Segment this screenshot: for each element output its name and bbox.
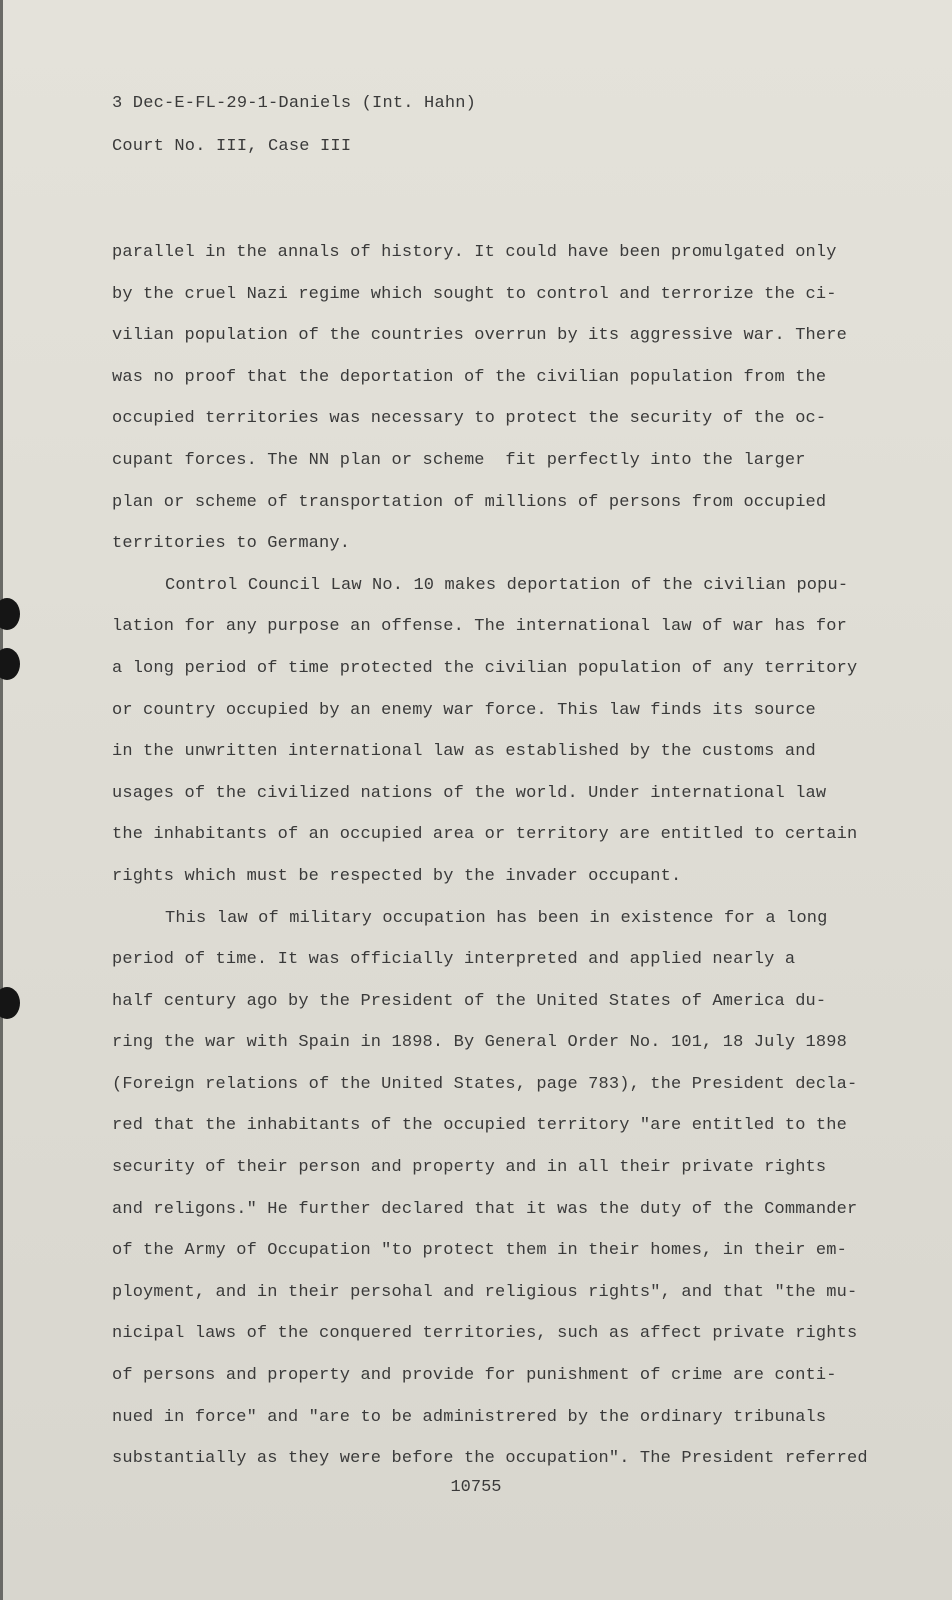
text-line: by the cruel Nazi regime which sought to control and terrorize the ci-: [112, 284, 837, 304]
text-line: rights which must be respected by the invader occupant.: [112, 866, 682, 886]
binder-hole-middle: [0, 648, 20, 680]
text-line: lation for any purpose an offense. The international law of war has for: [112, 617, 847, 637]
text-line: vilian population of the countries overrun by its aggressive war. There: [112, 326, 847, 346]
text-line: cupant forces. The NN plan or scheme fit perfectly into the larger: [112, 450, 806, 470]
text-line: parallel in the annals of history. It could have been promulgated only: [112, 243, 837, 262]
text-line: substantially as they were before the occupation". The President referred: [112, 1449, 868, 1469]
text-line: and religons." He further declared that it was the duty of the Commander: [112, 1199, 858, 1219]
text-line: red that the inhabitants of the occupied territory "are entitled to the: [112, 1116, 847, 1136]
text-line: of persons and property and provide for punishment of crime are conti-: [112, 1366, 837, 1386]
text-line: occupied territories was necessary to protect the security of the oc-: [112, 409, 827, 429]
text-line: a long period of time protected the civilian population of any territory: [112, 658, 858, 678]
text-line: usages of the civilized nations of the world. Under international law: [112, 783, 827, 803]
page-left-edge: [0, 0, 3, 1600]
document-body: [112, 232, 872, 1480]
text-line: security of their person and property and in all their private rights: [112, 1158, 827, 1178]
text-line: territories to Germany.: [112, 534, 351, 554]
text-line: the inhabitants of an occupied area or territory are entitled to certain: [112, 825, 858, 845]
text-line: plan or scheme of transportation of millions of persons from occupied: [112, 492, 827, 512]
text-line: ring the war with Spain in 1898. By General Order No. 101, 18 July 1898: [112, 1033, 847, 1053]
text-line: Control Council Law No. 10 makes deportation of the civilian popu-: [165, 575, 849, 595]
document-reference: 3 Dec-E-FL-29-1-Daniels (Int. Hahn): [112, 94, 477, 113]
text-line: nicipal laws of the conquered territories, such as affect private rights: [112, 1324, 858, 1344]
text-line: (Foreign relations of the United States, page 783), the President decla-: [112, 1074, 858, 1094]
binder-hole-bottom: [0, 987, 20, 1019]
text-line: ployment, and in their persohal and religious rights", and that "the mu-: [112, 1282, 858, 1302]
binder-hole-top: [0, 598, 20, 630]
text-line: This law of military occupation has been in existence for a long: [165, 908, 828, 928]
text-line: half century ago by the President of the United States of America du-: [112, 991, 827, 1011]
text-line: period of time. It was officially interpreted and applied nearly a: [112, 950, 796, 970]
text-line: nued in force" and "are to be administrered by the ordinary tribunals: [112, 1407, 827, 1427]
text-line: in the unwritten international law as established by the customs and: [112, 742, 816, 762]
page-number: 10755: [450, 1478, 502, 1497]
court-case-line: Court No. III, Case III: [112, 137, 352, 156]
text-line: was no proof that the deportation of the civilian population from the: [112, 367, 827, 387]
text-line: of the Army of Occupation "to protect them in their homes, in their em-: [112, 1241, 847, 1261]
text-line: or country occupied by an enemy war force. This law finds its source: [112, 700, 816, 720]
